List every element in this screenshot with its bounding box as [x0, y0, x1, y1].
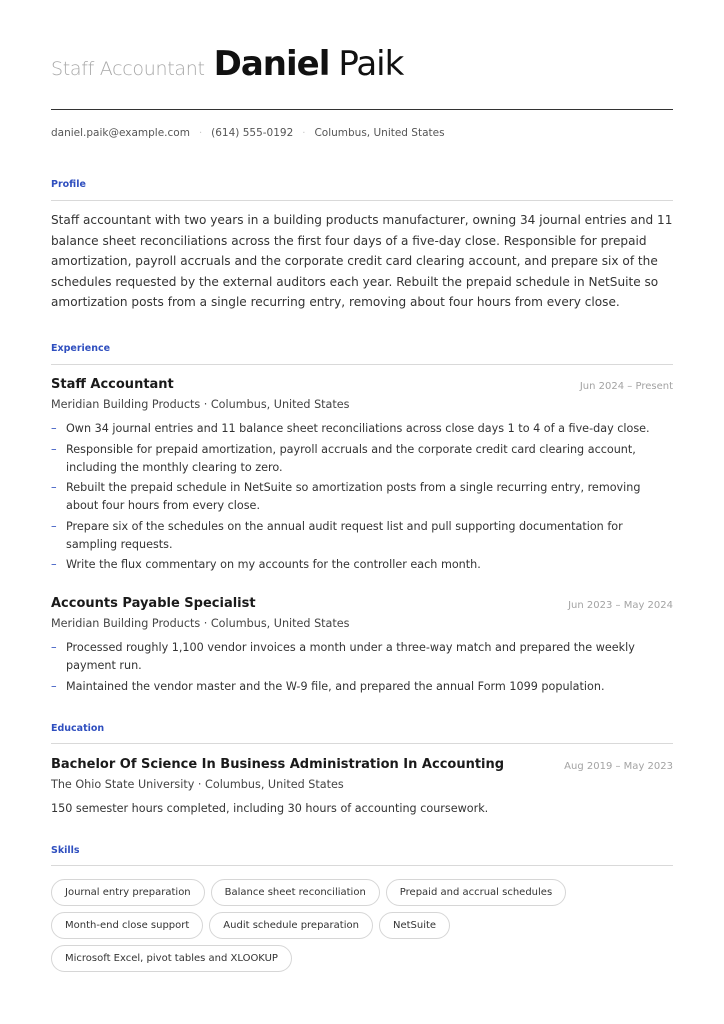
- job-bullet: – Prepare six of the schedules on the annual audit request list and pull supporting documentation for sampling requests.: [51, 519, 623, 551]
- experience-divider: [51, 364, 673, 365]
- bullet-dash: –: [51, 641, 57, 654]
- job-dates: Jun 2024 – Present: [579, 381, 673, 392]
- resume-header: [51, 44, 403, 84]
- school-name: The Ohio State University · Columbus, United States: [51, 778, 344, 791]
- skill-chip: Audit schedule preparation: [209, 912, 373, 939]
- bullet-dash: –: [51, 422, 57, 435]
- bullet-dash: –: [51, 442, 57, 456]
- education-section-title: Education: [51, 723, 105, 734]
- job-bullet: – Responsible for prepaid amortization, payroll accruals and the corporate credit card clearing account, including the monthly clearing to zero.: [51, 442, 636, 474]
- education-note: 150 semester hours completed, including 30 hours of accounting coursework.: [51, 802, 489, 815]
- last-name: Paik: [338, 44, 404, 84]
- contact-separator: ·: [302, 127, 306, 139]
- skill-chip: Microsoft Excel, pivot tables and XLOOKUP: [51, 945, 292, 972]
- bullet-dash: –: [51, 481, 57, 494]
- skill-chip: Journal entry preparation: [51, 879, 205, 906]
- profile-summary: Staff accountant with two years in a building products manufacturer, owning 34 journal entries and 11 balance sheet reconciliations across the first four days of a five-day close. Responsible for prepaid amortization, payroll accruals and the corporate credit card clearing account, and prepare six of the schedules requested by the external auditors each year. Rebuilt the prepaid schedule in NetSuite so amortization posts from a single recurring entry, removing about four hours from every close.: [51, 213, 673, 309]
- contact-email[interactable]: daniel.paik@example.com: [51, 127, 190, 139]
- skills-divider: [51, 865, 673, 866]
- job-title: Staff Accountant: [51, 377, 174, 392]
- job-dates: Jun 2023 – May 2024: [568, 600, 673, 611]
- contact-phone[interactable]: (614) 555-0192: [211, 127, 294, 139]
- job-organization: Meridian Building Products · Columbus, United States: [51, 398, 350, 411]
- job-bullet-list: [51, 639, 673, 698]
- skill-chip: Month-end close support: [51, 912, 203, 939]
- skill-chip: Balance sheet reconciliation: [211, 879, 380, 906]
- job-bullet: – Rebuilt the prepaid schedule in NetSuite so amortization posts from a single recurring entry, removing about four hours from every close.: [51, 481, 641, 512]
- experience-section-title: Experience: [51, 343, 111, 354]
- profile-divider: [51, 200, 673, 201]
- skill-chip: NetSuite: [379, 912, 450, 939]
- education-divider: [51, 743, 673, 744]
- job-bullet: – Write the flux commentary on my accounts for the controller each month.: [51, 556, 673, 574]
- job-title: Accounts Payable Specialist: [51, 596, 256, 611]
- contact-separator: ·: [198, 127, 203, 139]
- job-organization: Meridian Building Products · Columbus, United States: [51, 617, 350, 630]
- job-bullet: – Own 34 journal entries and 11 balance sheet reconciliations across close days 1 to 4 of a five-day close.: [51, 420, 673, 438]
- education-dates: Aug 2019 – May 2023: [564, 761, 673, 772]
- skill-chip: Prepaid and accrual schedules: [386, 879, 566, 906]
- first-name: Daniel: [213, 44, 330, 84]
- profile-section-title: Profile: [51, 179, 86, 190]
- job-bullet: – Processed roughly 1,100 vendor invoices a month under a three-way match and prepared the weekly payment run.: [51, 641, 635, 672]
- contact-location: Columbus, United States: [314, 127, 445, 139]
- bullet-dash: –: [51, 558, 57, 571]
- job-bullet-list: [51, 420, 673, 577]
- bullet-dash: –: [51, 679, 57, 693]
- header-divider: [51, 109, 673, 110]
- role-title: Staff Accountant: [51, 58, 205, 80]
- degree-title: Bachelor Of Science In Business Administration In Accounting: [51, 757, 505, 772]
- skills-section-title: Skills: [51, 845, 80, 856]
- bullet-dash: –: [51, 519, 57, 533]
- job-bullet: – Maintained the vendor master and the W-9 file, and prepared the annual Form 1099 population.: [51, 678, 673, 696]
- contact-line: [51, 127, 445, 139]
- skills-list: [51, 879, 673, 972]
